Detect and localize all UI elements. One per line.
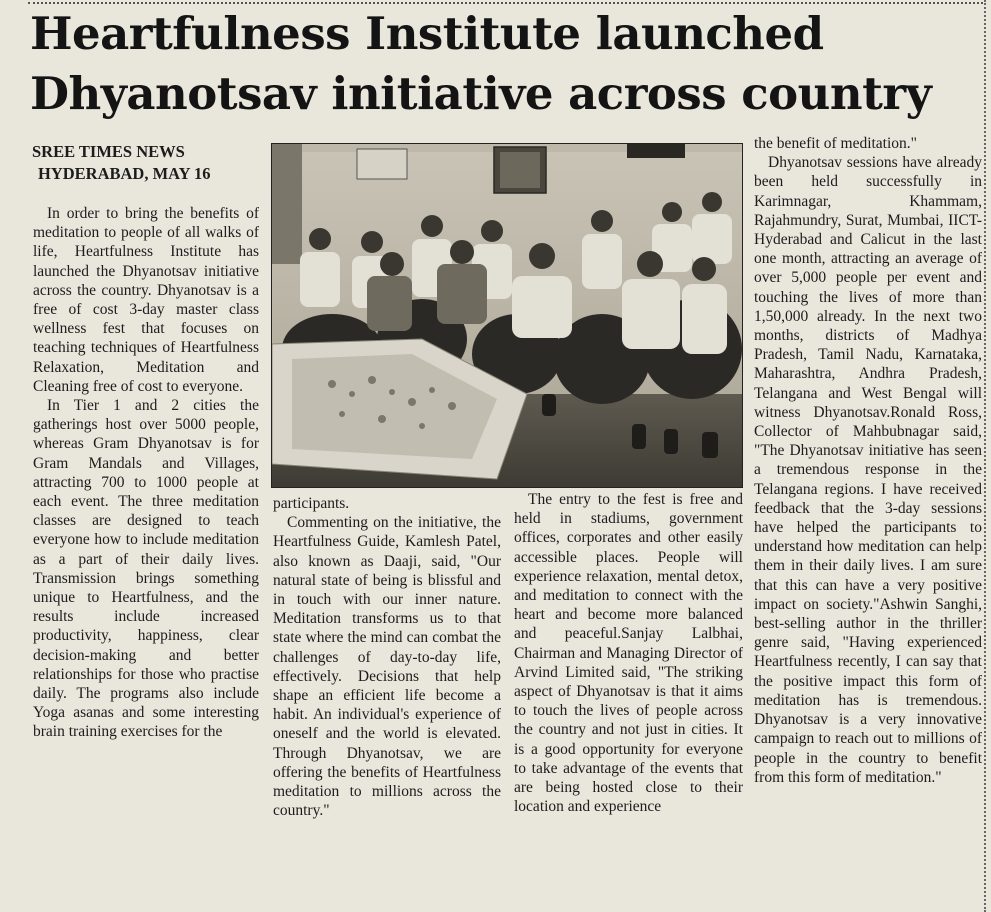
photo-illustration [272, 144, 742, 487]
paragraph: the benefit of meditation." [754, 135, 917, 152]
right-dotted-rule [984, 0, 986, 912]
dateline [32, 141, 272, 185]
paragraph: The entry to the fest is free and held in stadiums, government offices, corporates and other easily accessible places. People will experience relaxation, mental detox, and meditation to connect with the heart and become more balanced and peaceful.Sanjay Lalbhai, Chairman and Managing Director of Arvind Limited said, "The striking aspect of Dhyanotsav is that it aims to touch the lives of people across the country and not just in cities. It is a good opportunity for everyone to take advantage of the events that are being hosted close to their location and experience [514, 491, 743, 816]
place-date: HYDERABAD, MAY 16 [38, 164, 211, 183]
article-column-1 [33, 204, 259, 906]
paragraph: participants. [273, 495, 350, 512]
paragraph: Dhyanotsav sessions have already been held successfully in Karimnagar, Khammam, Rajahmundry, Surat, Mumbai, IICT-Hyderabad and Calicut in the last one month, attracting an average of over 5,000 people per event and touching the lives of more than 1,50,000 already. In the next two months, districts of Madhya Pradesh, Tamil Nadu, Karnataka, Maharashtra, Andhra Pradesh, Telangana and West Bengal will witness Dhyanotsav.Ronald Ross, Collector of Mahbubnagar said, "The Dhyanotsav initiative has seen a tremendous response in the Telangana regions. I have received feedback that the 3-day sessions have helped the participants to understand how meditation can help them in their daily lives. I am sure that this can have a very positive impact on society."Ashwin Sanghi, best-selling author in the thriller genre said, "Having experienced Heartfulness recently, I can say that the positive impact this form of meditation has is tremendous. Dhyanotsav is a very innovative campaign to reach out to millions of people in the country to benefit from this form of meditation." [754, 154, 982, 786]
event-photo [271, 143, 743, 488]
headline-line-1: Heartfulness Institute launched [30, 7, 824, 60]
paragraph: Commenting on the initiative, the Heartfulness Guide, Kamlesh Patel, also known as Daaji, said, "Our natural state of being is blissful and in touch with our inner nature. Meditation transforms us to that state where the mind can combat the challenges of day-to-day life, effectively. Decisions that help shape an efficient life become a habit. An individual's experience of oneself and the world is elevated. Through Dhyanotsav, we are offering the benefits of Heartfulness meditation to millions across the country." [273, 514, 501, 820]
paragraph: In order to bring the benefits of meditation to people of all walks of life, Heartfulness Institute has launched the Dhyanotsav initiative across the country. Dhyanotsav is a free of cost 3-day master class wellness fest that focuses on teaching techniques of Heartfulness Relaxation, Meditation and Cleaning free of cost to everyone. [33, 205, 259, 395]
headline-line-2: Dhyanotsav initiative across country [30, 67, 932, 120]
article-column-4 [754, 134, 982, 912]
news-source: SREE TIMES NEWS [32, 142, 185, 161]
paragraph: In Tier 1 and 2 cities the gatherings host over 5000 people, whereas Gram Dhyanotsav is for Gram Mandals and Villages, attracting 700 to 1000 people at each event. The three meditation classes are designed to teach everyone how to include meditation as a part of their daily lives. Transmission brings something unique to Heartfulness, and the results include increased productivity, happiness, clear decision-making and better relationships for those who practise daily. The programs also include Yoga asanas and some interesting brain training exercises for the [33, 397, 259, 741]
headline [30, 4, 980, 124]
article-column-3 [514, 490, 743, 910]
article-column-2 [273, 494, 501, 908]
